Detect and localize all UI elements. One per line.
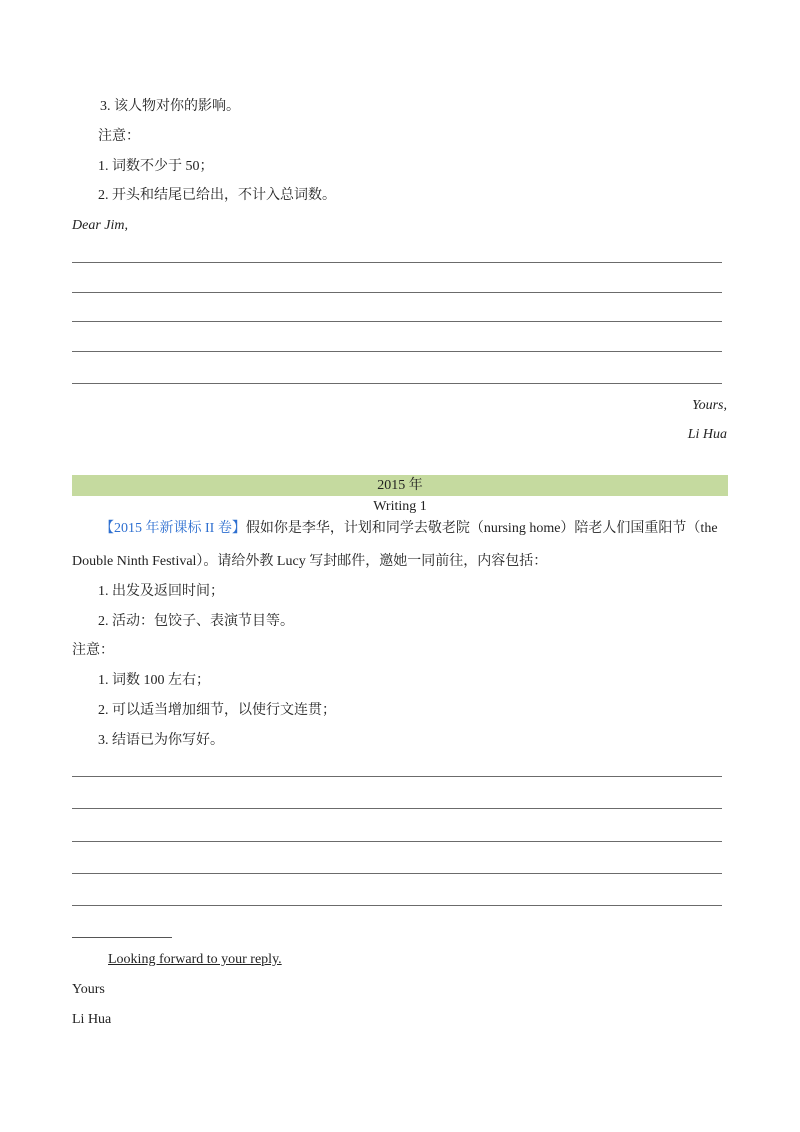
writing-line bbox=[72, 808, 722, 809]
notes-label: 注意： bbox=[72, 643, 114, 658]
salutation: Dear Jim, bbox=[72, 218, 128, 233]
item-1: 1. 出发及返回时间； bbox=[98, 584, 224, 599]
writing-title: Writing 1 bbox=[373, 499, 427, 514]
item-3: 3. 该人物对你的影响。 bbox=[100, 99, 240, 114]
writing-line bbox=[72, 841, 722, 842]
closing-sentence: Looking forward to your reply. bbox=[108, 952, 282, 967]
writing-line bbox=[72, 776, 722, 777]
item-2: 2. 活动：包饺子、表演节目等。 bbox=[98, 614, 294, 629]
source-tag: 【2015 年新课标 II 卷】 bbox=[100, 521, 246, 536]
blank-line bbox=[72, 937, 172, 938]
writing-line bbox=[72, 292, 722, 293]
prompt-line-2: Double Ninth Festival）。请给外教 Lucy 写封邮件，邀她一同前往，内容包括： bbox=[72, 554, 548, 569]
year-banner: 2015 年 bbox=[72, 475, 728, 496]
signature: Li Hua bbox=[72, 1012, 112, 1027]
signature: Li Hua bbox=[687, 427, 727, 442]
closing: Yours, bbox=[692, 398, 727, 413]
prompt-line-1 bbox=[100, 520, 718, 538]
writing-line bbox=[72, 383, 722, 384]
note-3: 3. 结语已为你写好。 bbox=[98, 733, 224, 748]
note-2: 2. 可以适当增加细节，以使行文连贯； bbox=[98, 703, 336, 718]
closing: Yours bbox=[72, 982, 105, 997]
note-1: 1. 词数 100 左右； bbox=[98, 673, 210, 688]
writing-line bbox=[72, 351, 722, 352]
note-2: 2. 开头和结尾已给出，不计入总词数。 bbox=[98, 188, 336, 203]
writing-line bbox=[72, 262, 722, 263]
prompt-text-1: 假如你是李华，计划和同学去敬老院（nursing home）陪老人们国重阳节（the bbox=[245, 521, 718, 536]
writing-line bbox=[72, 321, 722, 322]
notes-label: 注意： bbox=[98, 129, 140, 144]
writing-line bbox=[72, 873, 722, 874]
note-1: 1. 词数不少于 50； bbox=[98, 159, 214, 174]
writing-line bbox=[72, 905, 722, 906]
